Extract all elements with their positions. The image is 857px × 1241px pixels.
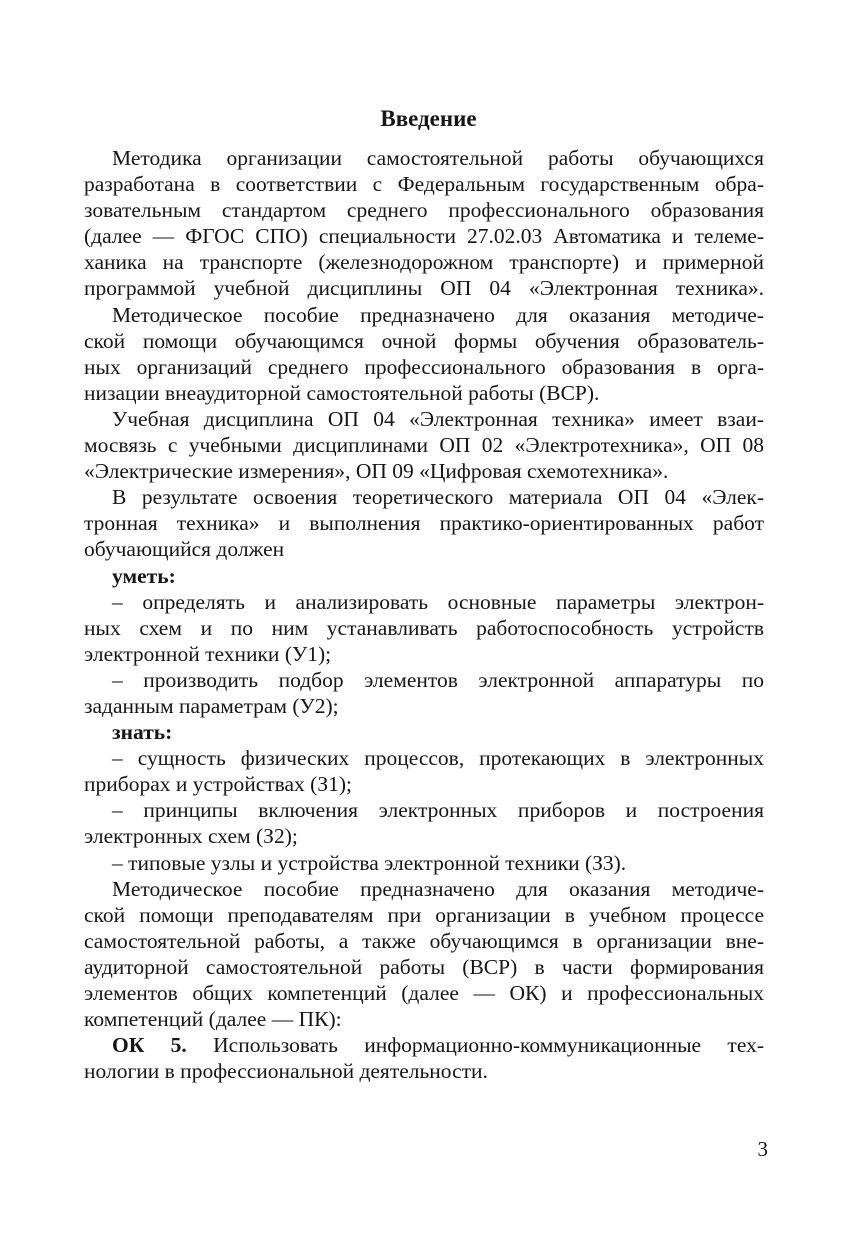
text-line: тронная техника» и выполнения практико-ориентированных работ	[84, 511, 764, 536]
text-line: ханика на транспорте (железнодорожном транспорте) и примерной	[84, 250, 764, 275]
competency-ok5	[84, 1032, 764, 1084]
text-line: самостоятельной работы, а также обучающимся в организации вне-	[84, 928, 764, 953]
text-line	[84, 1032, 764, 1058]
skills-heading: уметь:	[112, 563, 176, 588]
text-line: ных организаций среднего профессионального образования в орга-	[84, 354, 764, 379]
text-line: зовательным стандартом среднего профессионального образования	[84, 198, 764, 223]
text-line: заданным параметрам (У2);	[84, 693, 339, 718]
text-line: – принципы включения электронных приборов и построения	[112, 798, 764, 823]
competency-label: ОК 5.	[112, 1033, 187, 1058]
paragraph-manual-purpose	[84, 302, 764, 406]
text-line: – сущность физических процессов, протекающих в электронных	[112, 746, 764, 771]
text-line: «Электрические измерения», ОП 09 «Цифровая схемотехника».	[84, 459, 669, 484]
paragraph-learning-outcomes	[84, 484, 764, 562]
paragraph-related-disciplines	[84, 406, 764, 484]
text-line: Методическое пособие предназначено для оказания методиче-	[112, 302, 764, 327]
text-line: компетенций (далее — ПК):	[84, 1007, 342, 1032]
text-line: (далее — ФГОС СПО) специальности 27.02.03 Автоматика и телеме-	[84, 224, 764, 249]
text-line: – типовые узлы и устройства электронной техники (З3).	[112, 850, 627, 875]
knowledge-heading: знать:	[112, 720, 173, 745]
text-line: Учебная дисциплина ОП 04 «Электронная техника» имеет взаи-	[112, 406, 764, 431]
text-line: ных схем и по ним устанавливать работоспособность устройств	[84, 615, 764, 640]
text-line: Методическое пособие предназначено для оказания методиче-	[112, 876, 764, 901]
text-line: мосвязь с учебными дисциплинами ОП 02 «Электротехника», ОП 08	[84, 433, 764, 458]
text-line: низации внеаудиторной самостоятельной работы (ВСР).	[84, 380, 600, 405]
text-line: нологии в профессиональной деятельности.	[84, 1059, 488, 1084]
text-line: программой учебной дисциплины ОП 04 «Электронная техника».	[84, 276, 764, 301]
paragraph-competencies	[84, 876, 764, 1033]
page-body	[84, 145, 764, 1084]
text-line: электронной техники (У1);	[84, 641, 332, 666]
paragraph-methodology-basis	[84, 145, 764, 302]
page-number: 3	[757, 1137, 768, 1161]
text-line: разработана в соответствии с Федеральным государственным обра-	[84, 172, 764, 197]
text-line: приборах и устройствах (З1);	[84, 772, 352, 797]
text-line: ской помощи преподавателям при организации в учебном процессе	[84, 902, 764, 927]
text-line: – определять и анализировать основные параметры электрон-	[112, 589, 764, 614]
knowledge-item-z2	[84, 797, 764, 849]
text-line: обучающийся должен	[84, 537, 285, 562]
text-line: элементов общих компетенций (далее — ОК) и профессиональных	[84, 981, 764, 1005]
text-line: Методика организации самостоятельной работы обучающихся	[112, 146, 764, 170]
skill-item-u1	[84, 589, 764, 667]
text-line: – производить подбор элементов электронной аппаратуры по	[112, 667, 764, 692]
knowledge-item-z3	[84, 850, 764, 876]
competency-text: Использовать информационно-коммуникационные тех-	[213, 1033, 764, 1058]
text-line: В результате освоения теоретического материала ОП 04 «Элек-	[112, 485, 764, 510]
text-line: аудиторной самостоятельной работы (ВСР) в части формирования	[84, 954, 764, 979]
text-line: электронных схем (З2);	[84, 824, 298, 849]
text-line: ской помощи обучающимся очной формы обучения образователь-	[84, 328, 764, 353]
skill-item-u2	[84, 667, 764, 719]
page-title: Введение	[380, 106, 477, 131]
knowledge-item-z1	[84, 745, 764, 797]
